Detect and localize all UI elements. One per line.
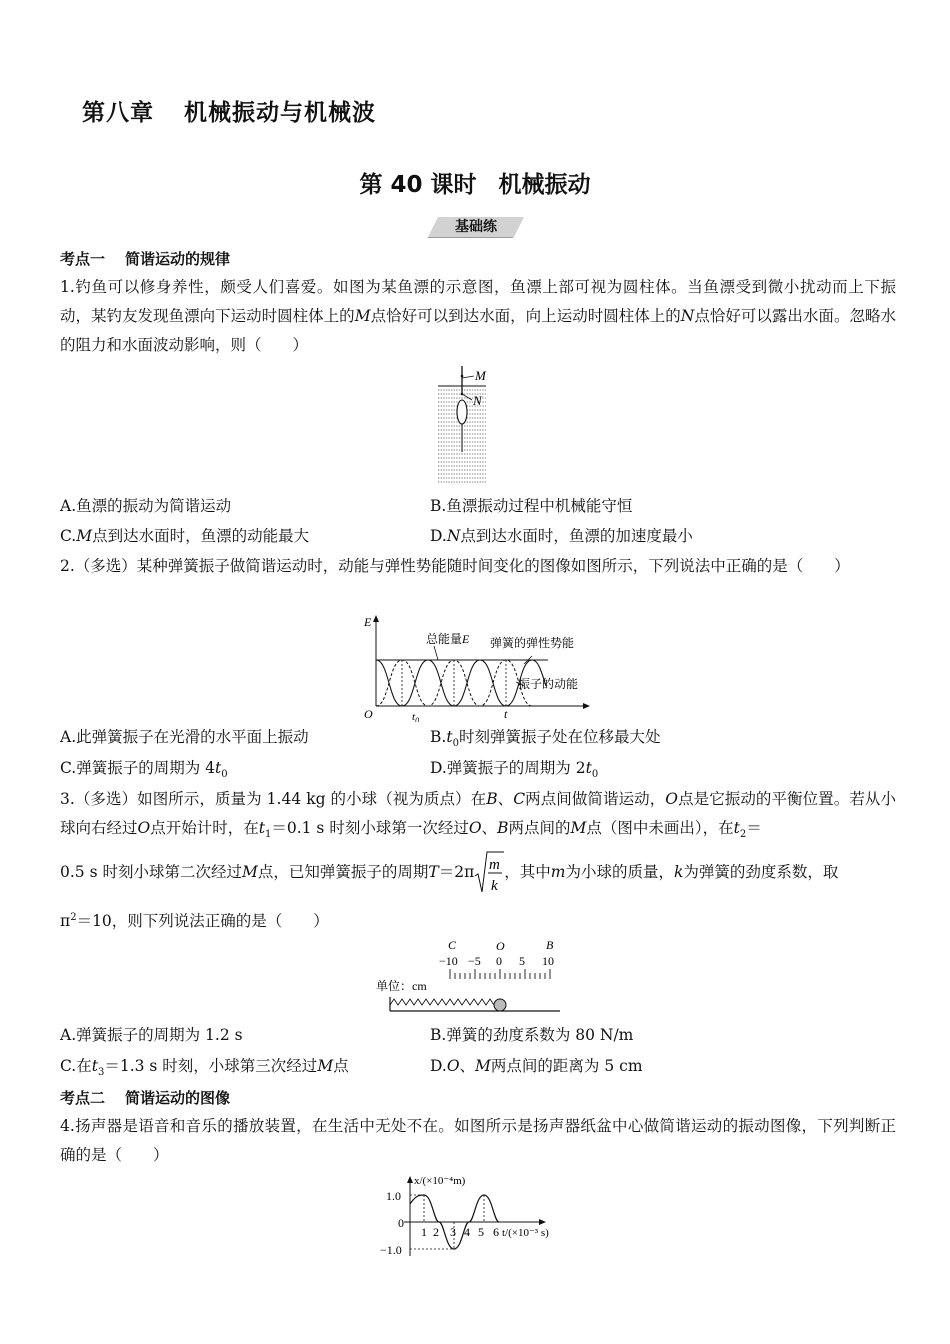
speaker-xtick-6: 6 (493, 1225, 499, 1239)
energy-potential-label: 弹簧的弹性势能 (490, 636, 575, 650)
section-heading-2: 考点二 简谐运动的图像 (60, 1089, 231, 1107)
q3-option-a[interactable]: A.弹簧振子的周期为 1.2 s (60, 1026, 243, 1044)
energy-origin-label: O (364, 707, 373, 721)
energy-kinetic-label: 振子的动能 (518, 677, 579, 691)
q2-option-b[interactable]: $B.t_0$时刻弹簧振子处在位移最大处 (430, 728, 661, 750)
question-3-text-line3: 0.5 s 时刻小球第二次经过M点，已知弹簧振子的周期T＝2π m k ，其中m为小球的质量，k为弹簧的劲度系数，取 (60, 850, 896, 896)
spring-tick-0: 0 (496, 954, 502, 968)
q1-option-b[interactable]: B.鱼漂振动过程中机械能守恒 (430, 497, 633, 515)
speaker-xtick-5: 5 (478, 1225, 484, 1239)
q3-option-c[interactable]: C.在$t_3=1.3$ s 时刻，小球第三次经过M点 (60, 1057, 349, 1079)
lesson-name: 机械振动 (498, 172, 591, 198)
question-1-text: 1.钓鱼可以修身养性，颇受人们喜爱。如图为某鱼漂的示意图，鱼漂上部可视为圆柱体。当鱼漂受到微小扰动而上下振动，某钓友发现鱼漂向下运动时圆柱体上的M点恰好可以到达水面，向上运动时圆柱体上的N点恰好可以露出水面。忽略水的阻力和水面波动影响，则（ ） (60, 278, 896, 354)
question-4-text: 4.扬声器是语音和音乐的播放装置，在生活中无处不在。如图所示是扬声器纸盆中心做简谐运动的振动图像，下列判断正确的是（ ） (60, 1117, 896, 1164)
sqrt-fraction (474, 850, 504, 896)
float-label-m: M (475, 368, 486, 383)
energy-t0-label: $t_0$ (412, 711, 420, 722)
chapter-name: 机械振动与机械波 (184, 100, 376, 126)
badge-label: 基础练 (455, 219, 497, 235)
q2-option-a[interactable]: A.此弹簧振子在光滑的水平面上振动 (60, 728, 309, 746)
spring-tick-n5: −5 (468, 954, 481, 968)
question-3-text: 3.（多选）如图所示，质量为 1.44 kg 的小球（视为质点）在B、C两点间做简谐运动，O点是它振动的平衡位置。若从小球向右经过O点开始计时，在$t_1=0.1$ s 时刻小球第一次经过O、B两点间的M点（图中未画出），在$t_2=$ (60, 790, 896, 841)
speaker-xtick-3: 3 (450, 1225, 456, 1239)
spring-label-b: B (546, 938, 554, 952)
spring-figure (374, 935, 564, 1017)
spring-tick-10: 10 (542, 954, 554, 968)
spring-label-c: C (448, 938, 457, 952)
speaker-xtick-2: 2 (433, 1225, 439, 1239)
spring-unit-label: 单位：cm (376, 979, 427, 993)
question-2-text: 2.（多选）某种弹簧振子做简谐运动时，动能与弹性势能随时间变化的图像如图所示，下列说法中正确的是（ ） (60, 557, 850, 575)
q3-option-d[interactable]: D.O、M两点间的距离为 5 cm (430, 1057, 643, 1075)
q1-option-c[interactable]: C.M点到达水面时，鱼漂的动能最大 (60, 527, 310, 545)
speaker-ytick-1: 1.0 (386, 1189, 401, 1203)
section-heading-1: 考点一 简谐运动的规律 (60, 250, 231, 268)
speaker-ytick-0: 0 (398, 1216, 404, 1230)
q2-option-c[interactable]: C.弹簧振子的周期为 $4t_0$ (60, 759, 228, 781)
energy-x-axis-label: t (504, 707, 508, 721)
svg-text:k: k (491, 878, 498, 894)
speaker-graph (376, 1170, 576, 1262)
speaker-xtick-1: 1 (421, 1225, 427, 1239)
speaker-ytick-n1: −1.0 (380, 1243, 402, 1257)
svg-text:m: m (489, 857, 501, 873)
speaker-x-label: t/(×10⁻³ s) (502, 1227, 549, 1239)
spring-label-o: O (496, 939, 505, 953)
float-label-n: N (473, 393, 482, 408)
q3-option-b[interactable]: B.弹簧的劲度系数为 80 N/m (430, 1026, 634, 1044)
lesson-number: 第 40 课时 (359, 172, 477, 198)
q1-option-d[interactable]: D.N点到达水面时，鱼漂的加速度最小 (430, 527, 693, 545)
q2-option-d[interactable]: D.弹簧振子的周期为 $2t_0$ (430, 759, 599, 781)
energy-figure (356, 612, 601, 722)
energy-total-label: 总能量E (426, 632, 470, 646)
energy-y-axis-label: E (364, 615, 372, 629)
speaker-y-label: x/(×10⁻⁴m) (414, 1175, 466, 1187)
question-3-text-line4: $\pi^2=10$，则下列说法正确的是（ ） (60, 912, 329, 931)
chapter-title (82, 94, 376, 127)
lesson-title (0, 166, 950, 199)
q1-option-a[interactable]: A.鱼漂的振动为简谐运动 (60, 497, 232, 515)
spring-tick-n10: −10 (439, 954, 458, 968)
chapter-number: 第八章 (82, 100, 154, 126)
float-figure (436, 364, 506, 486)
spring-tick-5: 5 (519, 954, 525, 968)
speaker-xtick-4: 4 (464, 1225, 470, 1239)
